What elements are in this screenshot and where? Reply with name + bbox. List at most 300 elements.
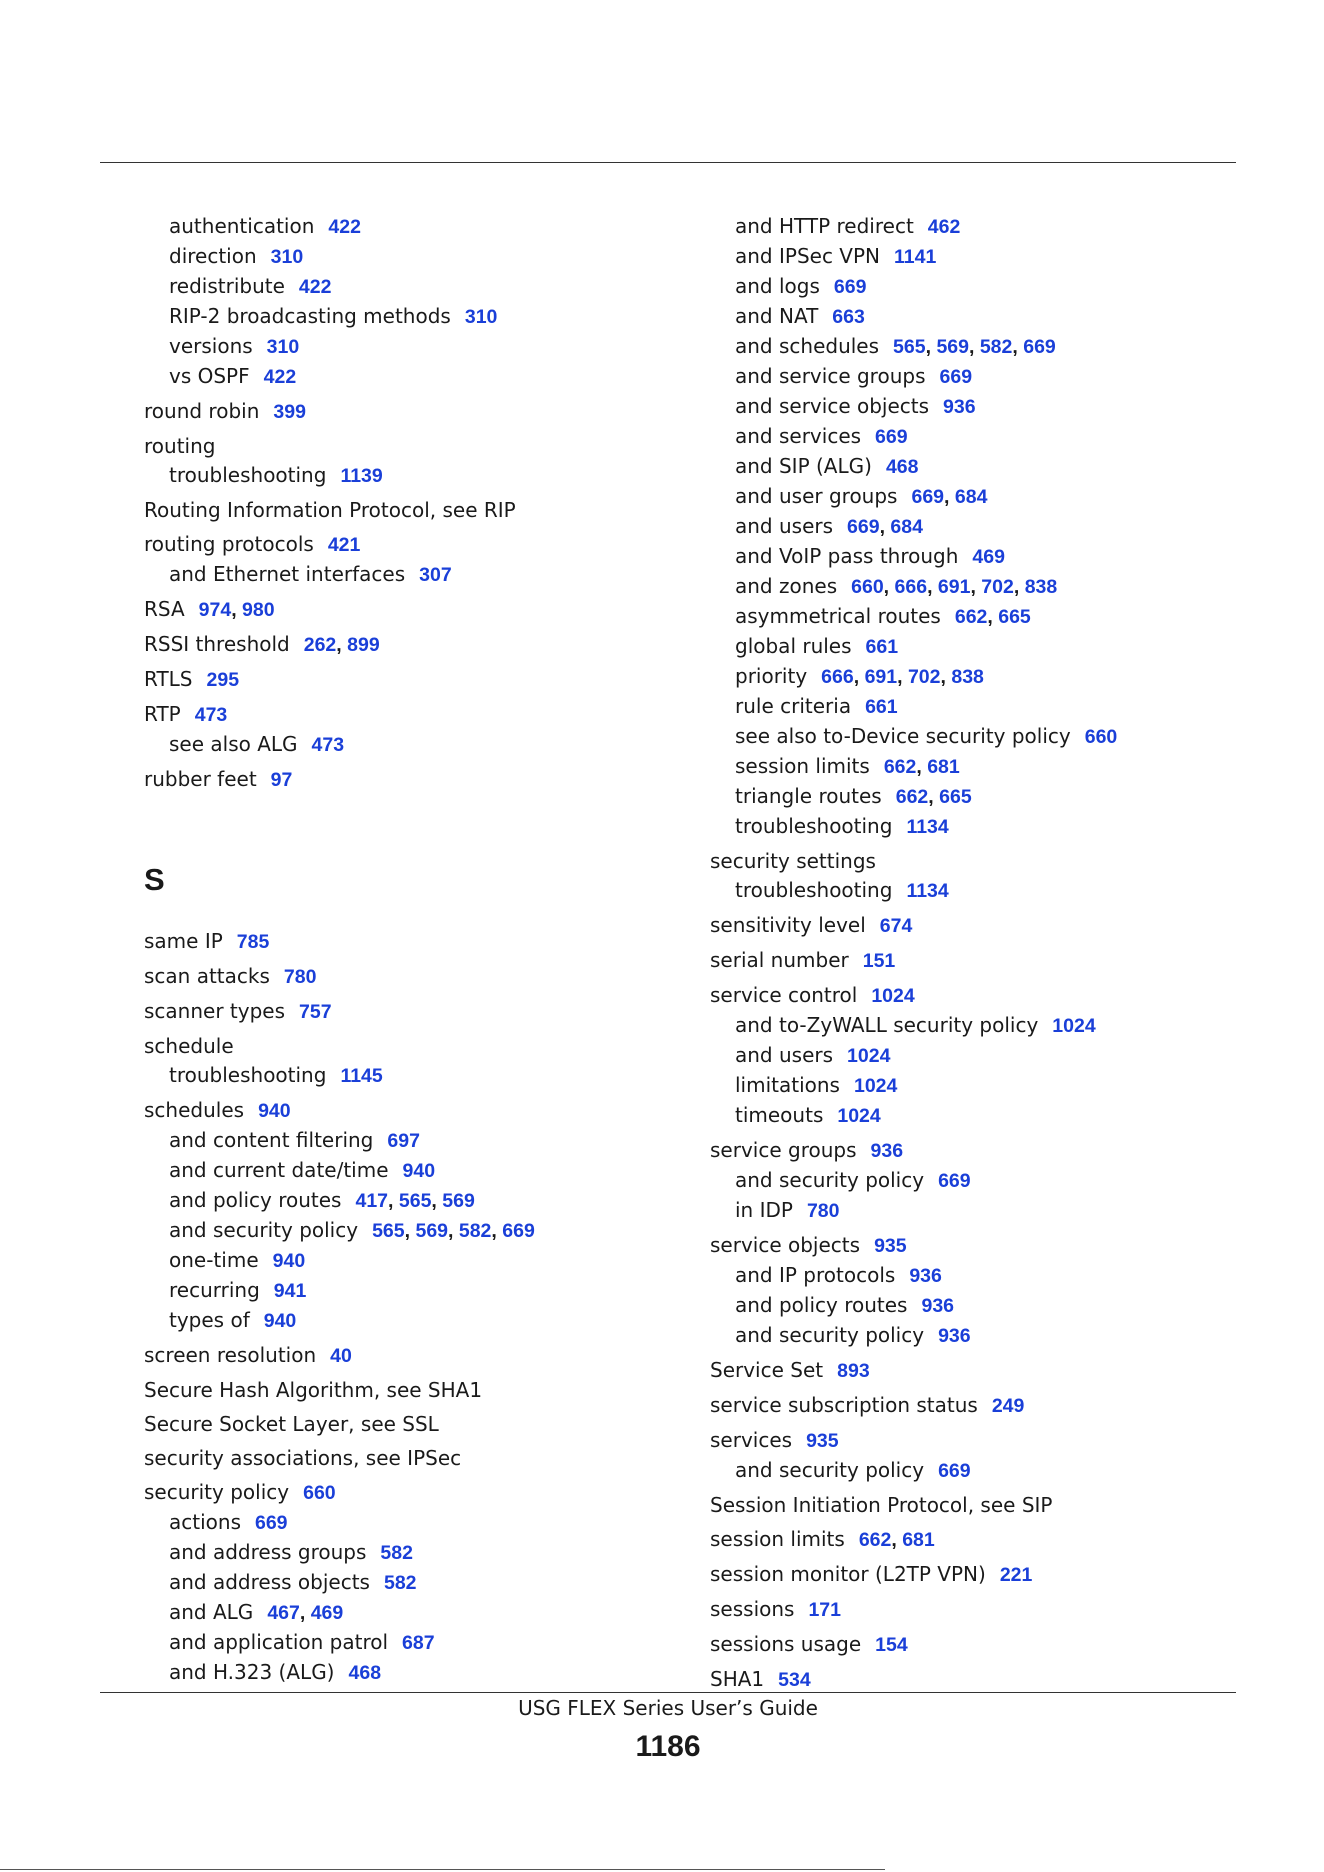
page-ref-link[interactable]: 569	[415, 1220, 449, 1242]
page-ref-link[interactable]: 661	[865, 636, 899, 658]
index-subentry	[710, 1456, 1270, 1486]
index-subentry	[144, 1628, 704, 1658]
page-refs	[237, 931, 270, 953]
index-subentry	[144, 332, 704, 362]
page-ref-link[interactable]: 684	[890, 516, 923, 538]
page-refs	[821, 666, 984, 688]
page-ref-link[interactable]: 702	[981, 576, 1014, 598]
index-term: and security policy	[169, 1218, 359, 1242]
page-ref-link[interactable]: 1024	[853, 1075, 898, 1097]
page-ref-link[interactable]: 666	[821, 666, 854, 688]
page-refs	[403, 1160, 436, 1182]
index-entry	[710, 1665, 1270, 1695]
page-refs	[880, 915, 913, 937]
index-term: and VoIP pass through	[735, 544, 959, 568]
page-ref-link[interactable]: 399	[273, 401, 306, 423]
index-term: and policy routes	[169, 1188, 342, 1212]
index-entry	[710, 1491, 1270, 1520]
page-refs	[875, 426, 908, 448]
index-subentry	[144, 1568, 704, 1598]
page-ref-link[interactable]: 662	[895, 786, 929, 808]
index-term: security policy	[144, 1480, 290, 1504]
page-refs	[271, 769, 293, 791]
page-refs	[938, 1170, 971, 1192]
page-ref-link[interactable]: 669	[847, 516, 880, 538]
page-ref-link[interactable]: 936	[921, 1295, 955, 1317]
index-entry	[144, 962, 704, 992]
index-term: in IDP	[735, 1198, 793, 1222]
page-ref-separator: ,	[231, 599, 243, 621]
index-term: actions	[169, 1510, 241, 1534]
page-ref-link[interactable]: 681	[927, 756, 960, 778]
index-subentry	[710, 452, 1270, 482]
index-entry	[710, 1231, 1270, 1261]
page-ref-link[interactable]: 662	[954, 606, 988, 628]
page-refs	[264, 1310, 297, 1332]
page-ref-link[interactable]: 310	[270, 246, 304, 268]
page-ref-link[interactable]: 702	[907, 666, 941, 688]
index-term: service groups	[710, 1138, 857, 1162]
page-ref-link[interactable]: 1145	[340, 1065, 383, 1087]
page-refs	[380, 1542, 413, 1564]
page-ref-link[interactable]: 660	[303, 1482, 336, 1504]
page-ref-link[interactable]: 757	[299, 1001, 332, 1023]
index-term: global rules	[735, 634, 852, 658]
index-term: and user groups	[735, 484, 898, 508]
page-ref-link[interactable]: 780	[283, 966, 317, 988]
page-refs	[992, 1395, 1025, 1417]
index-subentry	[710, 302, 1270, 332]
page-ref-link[interactable]: 473	[194, 704, 228, 726]
page-ref-link[interactable]: 154	[875, 1634, 908, 1656]
index-entry	[144, 665, 704, 695]
page-ref-link[interactable]: 665	[939, 786, 972, 808]
index-entry	[710, 1391, 1270, 1421]
page-ref-separator: ,	[891, 1529, 903, 1551]
index-term: and service objects	[735, 394, 930, 418]
page-ref-link[interactable]: 307	[419, 564, 452, 586]
page-refs	[866, 636, 899, 658]
page-refs	[938, 1325, 971, 1347]
page-ref-link[interactable]: 684	[954, 486, 988, 508]
page-ref-link[interactable]: 1134	[906, 816, 949, 838]
page-ref-link[interactable]: 262	[303, 634, 337, 656]
page-refs	[808, 1599, 841, 1621]
index-term: priority	[735, 664, 808, 688]
page-ref-link[interactable]: 1139	[340, 465, 383, 487]
page-refs	[859, 1529, 935, 1551]
page-ref-link[interactable]: 310	[464, 306, 498, 328]
index-subentry	[144, 1126, 704, 1156]
index-term: and H.323 (ALG)	[169, 1660, 335, 1684]
index-term: and users	[735, 514, 834, 538]
index-term: Secure Socket Layer, see SSL	[144, 1412, 439, 1436]
section-letter-heading: S	[144, 862, 165, 897]
page-refs	[372, 1220, 535, 1242]
page-ref-link[interactable]: 662	[883, 756, 917, 778]
page-ref-link[interactable]: 669	[938, 1170, 971, 1192]
page-ref-link[interactable]: 940	[272, 1250, 306, 1272]
index-subentry	[710, 332, 1270, 362]
index-subentry	[144, 302, 704, 332]
page-refs	[806, 1430, 839, 1452]
index-subentry	[144, 1508, 704, 1538]
page-ref-link[interactable]: 785	[236, 931, 270, 953]
index-entry	[710, 1595, 1270, 1625]
index-subentry	[710, 422, 1270, 452]
index-term: and security policy	[735, 1323, 925, 1347]
page-refs	[264, 366, 297, 388]
page-ref-link[interactable]: 687	[402, 1632, 435, 1654]
index-term: and content filtering	[169, 1128, 374, 1152]
index-entry	[144, 1341, 704, 1371]
index-subentry	[710, 272, 1270, 302]
page-refs	[911, 486, 987, 508]
page-ref-link[interactable]: 473	[311, 734, 345, 756]
page-refs	[419, 564, 452, 586]
page-ref-link[interactable]: 669	[833, 276, 867, 298]
page-ref-link[interactable]: 974	[198, 599, 232, 621]
index-term: and application patrol	[169, 1630, 389, 1654]
footer-page-number: 1186	[635, 1730, 701, 1763]
page-refs	[1000, 1564, 1033, 1586]
page-refs	[851, 576, 1057, 598]
page-refs	[255, 1512, 288, 1534]
index-subentry	[710, 876, 1270, 906]
index-entry	[144, 1096, 704, 1126]
page-ref-link[interactable]: 221	[999, 1564, 1033, 1586]
page-refs	[1052, 1015, 1095, 1037]
bottom-edge-line	[0, 1869, 885, 1870]
page-ref-link[interactable]: 1024	[871, 985, 915, 1007]
page-ref-link[interactable]: 565	[372, 1220, 405, 1242]
page-ref-link[interactable]: 980	[242, 599, 275, 621]
page-ref-link[interactable]: 565	[398, 1190, 432, 1212]
index-entry	[144, 1410, 704, 1439]
index-subentry	[710, 752, 1270, 782]
index-term: recurring	[169, 1278, 260, 1302]
page-refs	[304, 634, 380, 656]
index-term: same IP	[144, 929, 223, 953]
index-term: schedule	[144, 1034, 234, 1058]
index-term: and IPSec VPN	[735, 244, 880, 268]
page-ref-link[interactable]: 838	[1024, 576, 1058, 598]
page-ref-separator: ,	[491, 1220, 503, 1242]
page-refs	[837, 1360, 870, 1382]
page-refs	[267, 1602, 343, 1624]
page-ref-link[interactable]: 899	[347, 634, 380, 656]
index-subentry	[144, 362, 704, 392]
page-ref-link[interactable]: 582	[383, 1572, 417, 1594]
index-entry	[144, 595, 704, 625]
page-refs	[871, 985, 914, 1007]
page-ref-link[interactable]: 669	[875, 426, 908, 448]
page-ref-link[interactable]: 462	[927, 216, 961, 238]
page-refs	[943, 396, 976, 418]
footer-guide-title: USG FLEX Series User’s Guide	[518, 1696, 818, 1720]
index-entry	[144, 530, 704, 560]
index-term: one-time	[169, 1248, 259, 1272]
page-ref-link[interactable]: 691	[937, 576, 971, 598]
index-term: authentication	[169, 214, 315, 238]
index-subentry	[710, 1166, 1270, 1196]
page-ref-link[interactable]: 97	[270, 769, 293, 791]
index-term: routing	[144, 434, 216, 458]
page-ref-separator: ,	[853, 666, 865, 688]
index-term: vs OSPF	[169, 364, 250, 388]
page-refs	[807, 1200, 840, 1222]
index-term: sensitivity level	[710, 913, 866, 937]
index-term: types of	[169, 1308, 250, 1332]
page-ref-link[interactable]: 417	[355, 1190, 389, 1212]
page-ref-link[interactable]: 669	[939, 366, 973, 388]
page-ref-link[interactable]: 1024	[847, 1045, 891, 1067]
page-refs	[274, 1280, 307, 1302]
page-ref-link[interactable]: 936	[909, 1265, 942, 1287]
page-ref-link[interactable]: 669	[502, 1220, 535, 1242]
index-subentry	[710, 362, 1270, 392]
index-subentry	[710, 692, 1270, 722]
index-entry	[710, 1630, 1270, 1660]
page-refs	[387, 1130, 420, 1152]
page-ref-link[interactable]: 697	[387, 1130, 420, 1152]
index-term: service subscription status	[710, 1393, 978, 1417]
index-subentry	[710, 662, 1270, 692]
index-term: and services	[735, 424, 862, 448]
page-refs	[465, 306, 498, 328]
index-column-right	[710, 212, 1270, 1695]
page-ref-link[interactable]: 151	[862, 950, 896, 972]
index-subentry	[710, 632, 1270, 662]
page-refs	[906, 880, 948, 902]
page-ref-link[interactable]: 666	[894, 576, 928, 598]
page-ref-link[interactable]: 467	[267, 1602, 300, 1624]
index-term: screen resolution	[144, 1343, 317, 1367]
index-subentry	[710, 392, 1270, 422]
page-ref-link[interactable]: 249	[991, 1395, 1025, 1417]
index-term: redistribute	[169, 274, 285, 298]
index-subentry	[144, 730, 704, 760]
index-entry	[710, 946, 1270, 976]
index-entries-s	[144, 927, 704, 1688]
index-term: triangle routes	[735, 784, 882, 808]
index-term: scan attacks	[144, 964, 270, 988]
page-ref-separator: ,	[299, 1602, 311, 1624]
page-ref-separator: ,	[940, 666, 952, 688]
index-term: troubleshooting	[735, 878, 893, 902]
index-term: troubleshooting	[169, 1063, 327, 1087]
page-ref-link[interactable]: 941	[273, 1280, 307, 1302]
index-subentry	[144, 212, 704, 242]
index-term: security settings	[710, 849, 876, 873]
page-ref-link[interactable]: 468	[348, 1662, 382, 1684]
page-ref-link[interactable]: 940	[402, 1160, 436, 1182]
page-refs	[273, 401, 306, 423]
page-ref-link[interactable]: 681	[902, 1529, 935, 1551]
page-refs	[909, 1265, 942, 1287]
page-ref-link[interactable]: 940	[258, 1100, 291, 1122]
page-ref-link[interactable]: 838	[951, 666, 984, 688]
page-ref-link[interactable]: 660	[851, 576, 884, 598]
index-term: RSA	[144, 597, 185, 621]
page-ref-link[interactable]: 1024	[1052, 1015, 1096, 1037]
page-ref-link[interactable]: 582	[979, 336, 1013, 358]
index-term: and users	[735, 1043, 834, 1067]
page-ref-link[interactable]: 936	[943, 396, 976, 418]
page-ref-link[interactable]: 936	[870, 1140, 904, 1162]
index-subentry	[710, 542, 1270, 572]
page-ref-separator: ,	[925, 336, 937, 358]
index-subentry	[144, 1276, 704, 1306]
page-ref-separator: ,	[897, 666, 908, 688]
index-term: Secure Hash Algorithm, see SHA1	[144, 1378, 483, 1402]
page-refs	[207, 669, 240, 691]
page-refs	[893, 336, 1056, 358]
page-ref-link[interactable]: 661	[865, 696, 898, 718]
index-entry	[710, 1136, 1270, 1166]
page-refs	[267, 336, 300, 358]
index-subentry	[144, 1598, 704, 1628]
page-refs	[258, 1100, 291, 1122]
index-term: sessions	[710, 1597, 795, 1621]
index-entry	[710, 981, 1270, 1011]
page-ref-separator: ,	[944, 486, 955, 508]
index-term: rubber feet	[144, 767, 257, 791]
page-ref-link[interactable]: 422	[263, 366, 297, 388]
index-entry	[144, 927, 704, 957]
page-ref-separator: ,	[928, 786, 940, 808]
page-ref-link[interactable]: 565	[893, 336, 926, 358]
index-term: and security policy	[735, 1458, 925, 1482]
index-entry	[144, 1444, 704, 1473]
page-ref-separator: ,	[1012, 336, 1024, 358]
page-ref-link[interactable]: 1024	[837, 1105, 881, 1127]
page-ref-link[interactable]: 935	[806, 1430, 839, 1452]
page-refs	[837, 1105, 880, 1127]
page-ref-link[interactable]: 171	[808, 1599, 841, 1621]
index-entry	[144, 1376, 704, 1405]
page-ref-link[interactable]: 422	[328, 216, 361, 238]
page-ref-link[interactable]: 310	[266, 336, 300, 358]
page-ref-link[interactable]: 669	[1023, 336, 1056, 358]
page-refs	[894, 246, 936, 268]
page-ref-link[interactable]: 669	[938, 1460, 971, 1482]
page-ref-link[interactable]: 662	[858, 1529, 892, 1551]
page-refs	[874, 1235, 907, 1257]
page-refs	[863, 950, 896, 972]
page-ref-link[interactable]: 534	[778, 1669, 811, 1691]
page-ref-link[interactable]: 674	[879, 915, 913, 937]
page-ref-link[interactable]: 422	[298, 276, 332, 298]
page-refs	[921, 1295, 954, 1317]
page-ref-link[interactable]: 669	[254, 1512, 288, 1534]
index-subentry	[144, 560, 704, 590]
index-entry	[144, 765, 704, 795]
page-ref-link[interactable]: 936	[938, 1325, 971, 1347]
page-ref-link[interactable]: 582	[380, 1542, 413, 1564]
index-term: and IP protocols	[735, 1263, 896, 1287]
page-ref-link[interactable]: 669	[911, 486, 945, 508]
index-term: service control	[710, 983, 858, 1007]
page-refs	[938, 1460, 971, 1482]
page-ref-link[interactable]: 663	[832, 306, 865, 328]
index-subentry	[710, 482, 1270, 512]
index-column-left	[144, 212, 704, 1688]
page-ref-separator: ,	[968, 336, 980, 358]
page-refs	[271, 246, 304, 268]
page-ref-link[interactable]: 582	[458, 1220, 492, 1242]
page-ref-link[interactable]: 469	[310, 1602, 344, 1624]
page-ref-link[interactable]: 780	[806, 1200, 840, 1222]
index-entry	[144, 700, 704, 730]
page-refs	[299, 276, 332, 298]
index-term: SHA1	[710, 1667, 765, 1691]
index-entry	[710, 911, 1270, 941]
index-term: session limits	[710, 1527, 845, 1551]
index-entry	[144, 997, 704, 1027]
index-term: and security policy	[735, 1168, 925, 1192]
page-ref-link[interactable]: 935	[874, 1235, 907, 1257]
index-term: and zones	[735, 574, 838, 598]
page-ref-link[interactable]: 295	[206, 669, 240, 691]
index-subentry	[144, 1246, 704, 1276]
page-refs	[195, 704, 228, 726]
index-term: Session Initiation Protocol, see SIP	[710, 1493, 1053, 1517]
index-subentry	[710, 1261, 1270, 1291]
header-rule	[100, 162, 1236, 163]
index-term: timeouts	[735, 1103, 824, 1127]
page-ref-separator: ,	[879, 516, 891, 538]
index-entry	[144, 630, 704, 660]
index-term: session limits	[735, 754, 870, 778]
index-entry	[144, 1032, 704, 1061]
page-ref-separator: ,	[927, 576, 938, 598]
page-ref-link[interactable]: 469	[972, 546, 1005, 568]
page-refs	[299, 1001, 332, 1023]
page-ref-link[interactable]: 940	[263, 1310, 297, 1332]
index-entry	[710, 1560, 1270, 1590]
page-ref-link[interactable]: 893	[837, 1360, 870, 1382]
index-term: and policy routes	[735, 1293, 908, 1317]
index-term: RSSI threshold	[144, 632, 290, 656]
page-refs	[847, 1045, 890, 1067]
page-ref-link[interactable]: 660	[1084, 726, 1118, 748]
page-refs	[273, 1250, 306, 1272]
index-subentry	[144, 1306, 704, 1336]
page-ref-link[interactable]: 1134	[906, 880, 949, 902]
page-ref-link[interactable]: 468	[885, 456, 919, 478]
page-ref-link[interactable]: 691	[864, 666, 898, 688]
index-term: and service groups	[735, 364, 926, 388]
page-ref-link[interactable]: 665	[998, 606, 1031, 628]
page-ref-link[interactable]: 40	[330, 1345, 352, 1367]
index-subentry	[144, 1156, 704, 1186]
page-ref-link[interactable]: 569	[442, 1190, 475, 1212]
index-subentry	[710, 1291, 1270, 1321]
page-ref-link[interactable]: 421	[327, 534, 361, 556]
page-ref-separator: ,	[916, 756, 928, 778]
index-subentry	[144, 461, 704, 491]
index-entries-s-continued	[710, 212, 1270, 1695]
page-ref-separator: ,	[1013, 576, 1025, 598]
index-term: troubleshooting	[169, 463, 327, 487]
page-ref-link[interactable]: 1141	[894, 246, 937, 268]
index-subentry	[144, 1658, 704, 1688]
page-ref-link[interactable]: 569	[936, 336, 969, 358]
page-refs	[834, 276, 867, 298]
page-refs	[312, 734, 345, 756]
page-refs	[303, 1482, 336, 1504]
